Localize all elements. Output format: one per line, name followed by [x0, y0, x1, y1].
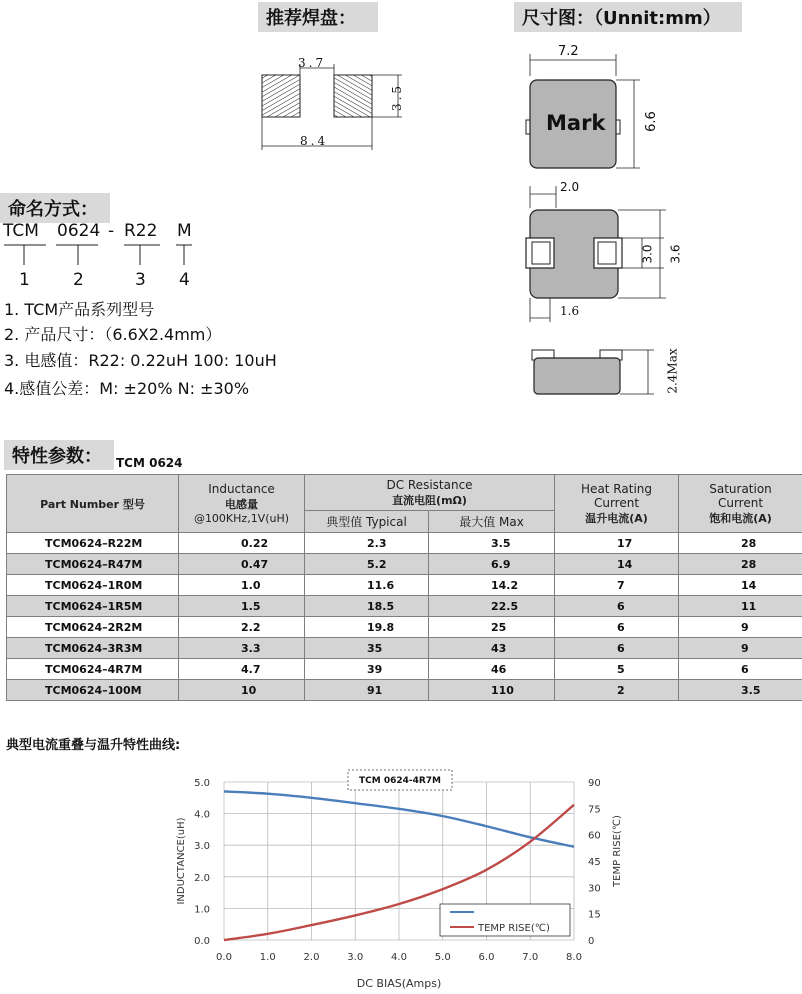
th-inductance	[179, 475, 305, 533]
series-label: TCM 0624	[116, 456, 183, 470]
spec-row	[7, 659, 802, 680]
cell-dcr-max: 110	[429, 680, 555, 701]
y2-tick-label: 15	[588, 909, 601, 921]
th-part-number: Part Number 型号	[7, 475, 179, 533]
cell-dcr-typ: 18.5	[305, 596, 429, 617]
spec-row	[7, 680, 802, 701]
num-4: 4	[179, 270, 190, 290]
cell-heat-current: 17	[555, 533, 679, 554]
naming-header: 命名方式：	[0, 193, 110, 223]
naming-item-3: 3. 电感值：R22: 0.22uH 100: 10uH	[4, 351, 277, 370]
x-axis-label: DC BIAS(Amps)	[356, 977, 442, 990]
naming-item-2: 2. 产品尺寸：（6.6X2.4mm）	[4, 325, 222, 344]
x-tick-label: 6.0	[478, 952, 495, 963]
cell-sat-current: 28	[679, 554, 802, 575]
side-height-dim: 2.4Max	[665, 348, 680, 394]
spec-row	[7, 617, 802, 638]
th-sat-l1: Saturation	[709, 481, 772, 496]
th-heat-l1: Heat Rating	[581, 481, 652, 496]
bottom-dim-d: 1.6	[560, 304, 580, 318]
spec-row	[7, 596, 802, 617]
cell-inductance: 1.0	[179, 575, 305, 596]
y-tick-label: 2.0	[194, 872, 210, 884]
bottom-dim-a: 2.0	[560, 180, 580, 194]
cell-inductance: 10	[179, 680, 305, 701]
num-3: 3	[135, 270, 146, 290]
cell-sat-current: 14	[679, 575, 802, 596]
cell-dcr-typ: 91	[305, 680, 429, 701]
th-sat-l3: 饱和电流(A)	[709, 511, 772, 525]
top-height-dim: 6.6	[643, 111, 659, 132]
y-tick-label: 4.0	[194, 809, 210, 821]
th-dcr-typ: 典型值 Typical	[305, 511, 429, 533]
x-tick-label: 7.0	[522, 952, 539, 963]
land-gap-dim: 3.7	[298, 56, 327, 70]
x-tick-label: 1.0	[259, 952, 276, 963]
th-heat-l2: Current	[593, 495, 640, 510]
cell-inductance: 0.22	[179, 533, 305, 554]
x-tick-label: 4.0	[391, 952, 407, 963]
part-mark-label: Mark	[546, 111, 606, 135]
th-dcr-l2: 直流电阻(mΩ)	[392, 493, 467, 507]
code-inductance: R22	[124, 221, 158, 241]
cell-part-number: TCM0624–1R0M	[7, 575, 179, 596]
cell-heat-current: 7	[555, 575, 679, 596]
curve-header: 典型电流重叠与温升特性曲线:	[6, 738, 181, 753]
code-size: 0624	[57, 221, 101, 241]
cell-inductance: 0.47	[179, 554, 305, 575]
cell-heat-current: 6	[555, 617, 679, 638]
cell-part-number: TCM0624–3R3M	[7, 638, 179, 659]
bottom-dim-b: 3.0	[640, 244, 655, 264]
spec-table	[6, 474, 802, 701]
y2-tick-label: 30	[588, 883, 601, 895]
th-inductance-l1: Inductance	[208, 482, 275, 496]
cell-inductance: 3.3	[179, 638, 305, 659]
cell-heat-current: 6	[555, 638, 679, 659]
cell-dcr-typ: 19.8	[305, 617, 429, 638]
cell-part-number: TCM0624–100M	[7, 680, 179, 701]
specs-header: 特性参数：	[4, 440, 114, 470]
naming-brackets	[0, 243, 200, 271]
y-tick-label: 0.0	[194, 936, 210, 947]
cell-inductance: 2.2	[179, 617, 305, 638]
y2-tick-label: 45	[588, 857, 601, 868]
naming-code-row	[0, 221, 260, 245]
cell-part-number: TCM0624–R47M	[7, 554, 179, 575]
y-axis-label: INDUCTANCE(uH)	[176, 817, 187, 905]
cell-dcr-typ: 5.2	[305, 554, 429, 575]
th-dcr-l1: DC Resistance	[386, 477, 473, 492]
cell-dcr-typ: 2.3	[305, 533, 429, 554]
land-pattern-header: 推荐焊盘：	[258, 2, 378, 32]
cell-dcr-max: 43	[429, 638, 555, 659]
code-dash: -	[108, 221, 115, 241]
y2-tick-label: 60	[588, 830, 601, 842]
legend-label: TEMP RISE(℃)	[478, 923, 550, 934]
cell-dcr-max: 46	[429, 659, 555, 680]
cell-dcr-max: 3.5	[429, 533, 555, 554]
x-tick-label: 8.0	[566, 952, 582, 963]
num-1: 1	[19, 270, 30, 290]
cell-sat-current: 28	[679, 533, 802, 554]
cell-sat-current: 11	[679, 596, 802, 617]
th-heat-l3: 温升电流(A)	[585, 511, 648, 525]
cell-dcr-typ: 39	[305, 659, 429, 680]
cell-dcr-max: 25	[429, 617, 555, 638]
cell-part-number: TCM0624–2R2M	[7, 617, 179, 638]
cell-heat-current: 6	[555, 596, 679, 617]
num-2: 2	[73, 270, 84, 290]
cell-part-number: TCM0624–1R5M	[7, 596, 179, 617]
y2-tick-label: 0	[588, 936, 595, 947]
naming-number-row	[0, 270, 220, 292]
x-tick-label: 0.0	[216, 952, 232, 963]
bottom-dim-c: 3.6	[668, 244, 683, 264]
cell-sat-current: 3.5	[679, 680, 802, 701]
land-width-dim: 8.4	[300, 134, 329, 148]
cell-heat-current: 5	[555, 659, 679, 680]
th-heat	[555, 475, 679, 533]
cell-heat-current: 2	[555, 680, 679, 701]
naming-item-4: 4.感值公差：M: ±20% N: ±30%	[4, 379, 250, 398]
th-dcr-max: 最大值 Max	[429, 511, 555, 533]
y2-tick-label: 75	[588, 804, 601, 816]
x-tick-label: 2.0	[303, 952, 320, 963]
cell-dcr-typ: 11.6	[305, 575, 429, 596]
cell-sat-current: 9	[679, 617, 802, 638]
cell-heat-current: 14	[555, 554, 679, 575]
naming-item-1: 1. TCM产品系列型号	[4, 300, 155, 319]
x-tick-label: 3.0	[347, 952, 364, 963]
y-tick-label: 3.0	[194, 841, 210, 853]
code-series: TCM	[3, 221, 39, 241]
x-tick-label: 5.0	[434, 952, 451, 963]
y-tick-label: 1.0	[194, 904, 210, 916]
cell-dcr-max: 22.5	[429, 596, 555, 617]
cell-inductance: 4.7	[179, 659, 305, 680]
spec-row	[7, 638, 802, 659]
top-width-dim: 7.2	[558, 44, 579, 59]
cell-inductance: 1.5	[179, 596, 305, 617]
chart-title: TCM 0624-4R7M	[358, 776, 442, 786]
inductance-temp-chart	[150, 768, 650, 994]
cell-sat-current: 6	[679, 659, 802, 680]
th-inductance-l2: 电感量	[225, 498, 258, 511]
spec-row	[7, 533, 802, 554]
th-sat-l2: Current	[717, 495, 764, 510]
y2-axis-label: TEMP RISE(℃)	[612, 815, 623, 887]
side-view-drawing	[526, 346, 666, 402]
cell-part-number: TCM0624–R22M	[7, 533, 179, 554]
cell-part-number: TCM0624–4R7M	[7, 659, 179, 680]
cell-dcr-max: 14.2	[429, 575, 555, 596]
th-inductance-l3: @100KHz,1V(uH)	[193, 512, 290, 525]
spec-row	[7, 554, 802, 575]
cell-dcr-max: 6.9	[429, 554, 555, 575]
th-sat	[679, 475, 802, 533]
land-height-dim: 3.5	[390, 82, 405, 112]
y2-tick-label: 90	[588, 778, 601, 789]
dimensions-header: 尺寸图：（Unnit:mm）	[514, 2, 742, 32]
th-dcr	[305, 475, 555, 511]
y-tick-label: 5.0	[194, 778, 210, 789]
code-tolerance: M	[177, 221, 192, 241]
cell-dcr-typ: 35	[305, 638, 429, 659]
cell-sat-current: 9	[679, 638, 802, 659]
spec-row	[7, 575, 802, 596]
